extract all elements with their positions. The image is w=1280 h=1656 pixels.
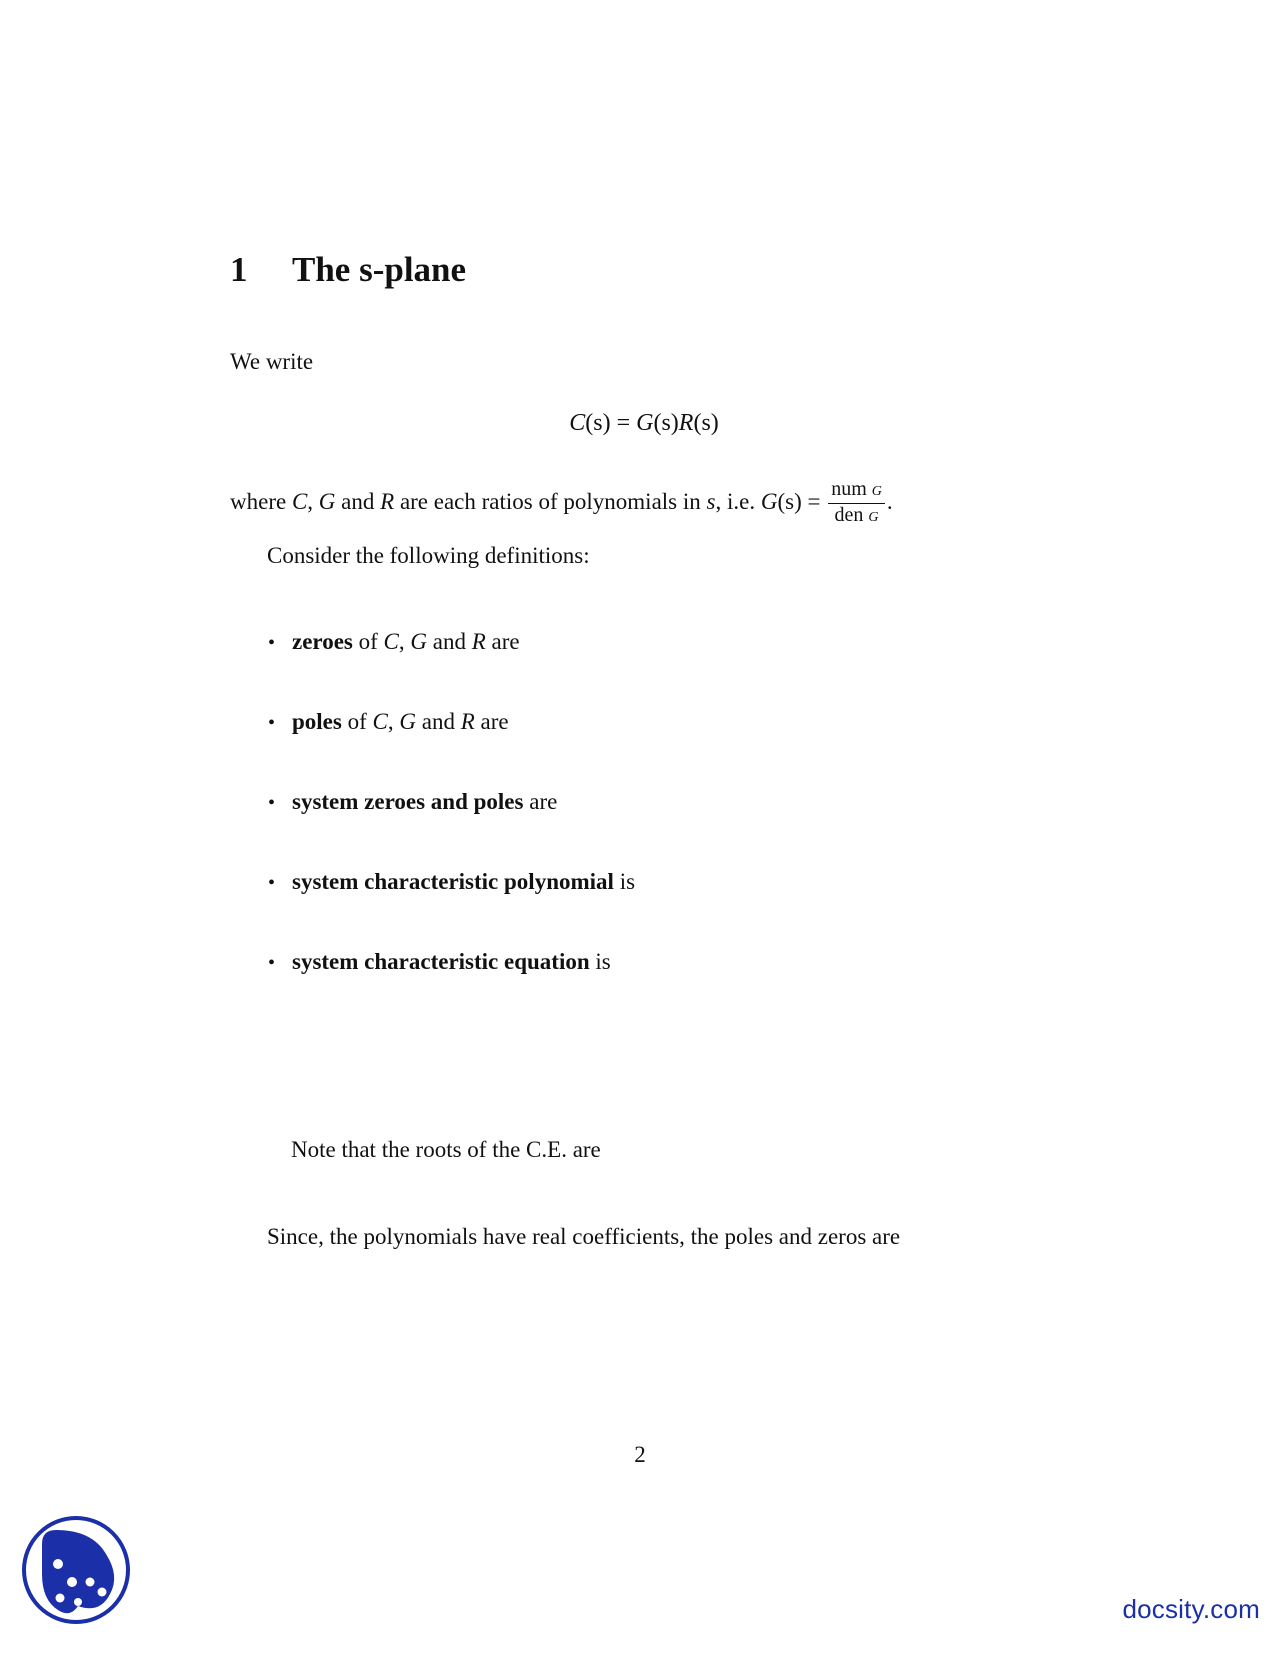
intro-text: We write — [230, 349, 314, 374]
section-title: The s-plane — [292, 250, 467, 289]
list-item: • system characteristic equation is — [268, 948, 611, 977]
list-item: • system zeroes and poles are — [268, 788, 557, 817]
consider-text: Consider the following definitions: — [267, 543, 590, 568]
main-equation: C(s) = G(s)R(s) — [569, 410, 719, 436]
num-den-fraction: $\frac{\text{num G}}{\text{den G}}$ — [828, 479, 885, 528]
page-number: 2 — [634, 1442, 646, 1467]
docsity-brand-link[interactable]: docsity.com — [1122, 1594, 1260, 1624]
list-item: • poles of C, G and R are — [268, 708, 509, 737]
docsity-logo-icon[interactable] — [20, 1514, 132, 1626]
bullet-icon: • — [268, 632, 276, 654]
bullet-icon: • — [268, 952, 276, 974]
bullet-icon: • — [268, 792, 276, 814]
note-text: Note that the roots of the C.E. are — [291, 1137, 601, 1162]
since-text: Since, the polynomials have real coefficients, the poles and zeros are — [267, 1224, 901, 1249]
bullet-icon: • — [268, 712, 276, 734]
where-paragraph: where C, G and R are each ratios of polynomials in s, i.e. G(s) = $\frac{\text{num G}}{\text{den G}}$ . — [230, 478, 893, 526]
section-heading — [230, 250, 466, 290]
section-number: 1 — [230, 250, 248, 289]
list-item: • zeroes of C, G and R are — [268, 628, 520, 657]
bullet-icon: • — [268, 872, 276, 894]
list-item: • system characteristic polynomial is — [268, 868, 635, 897]
